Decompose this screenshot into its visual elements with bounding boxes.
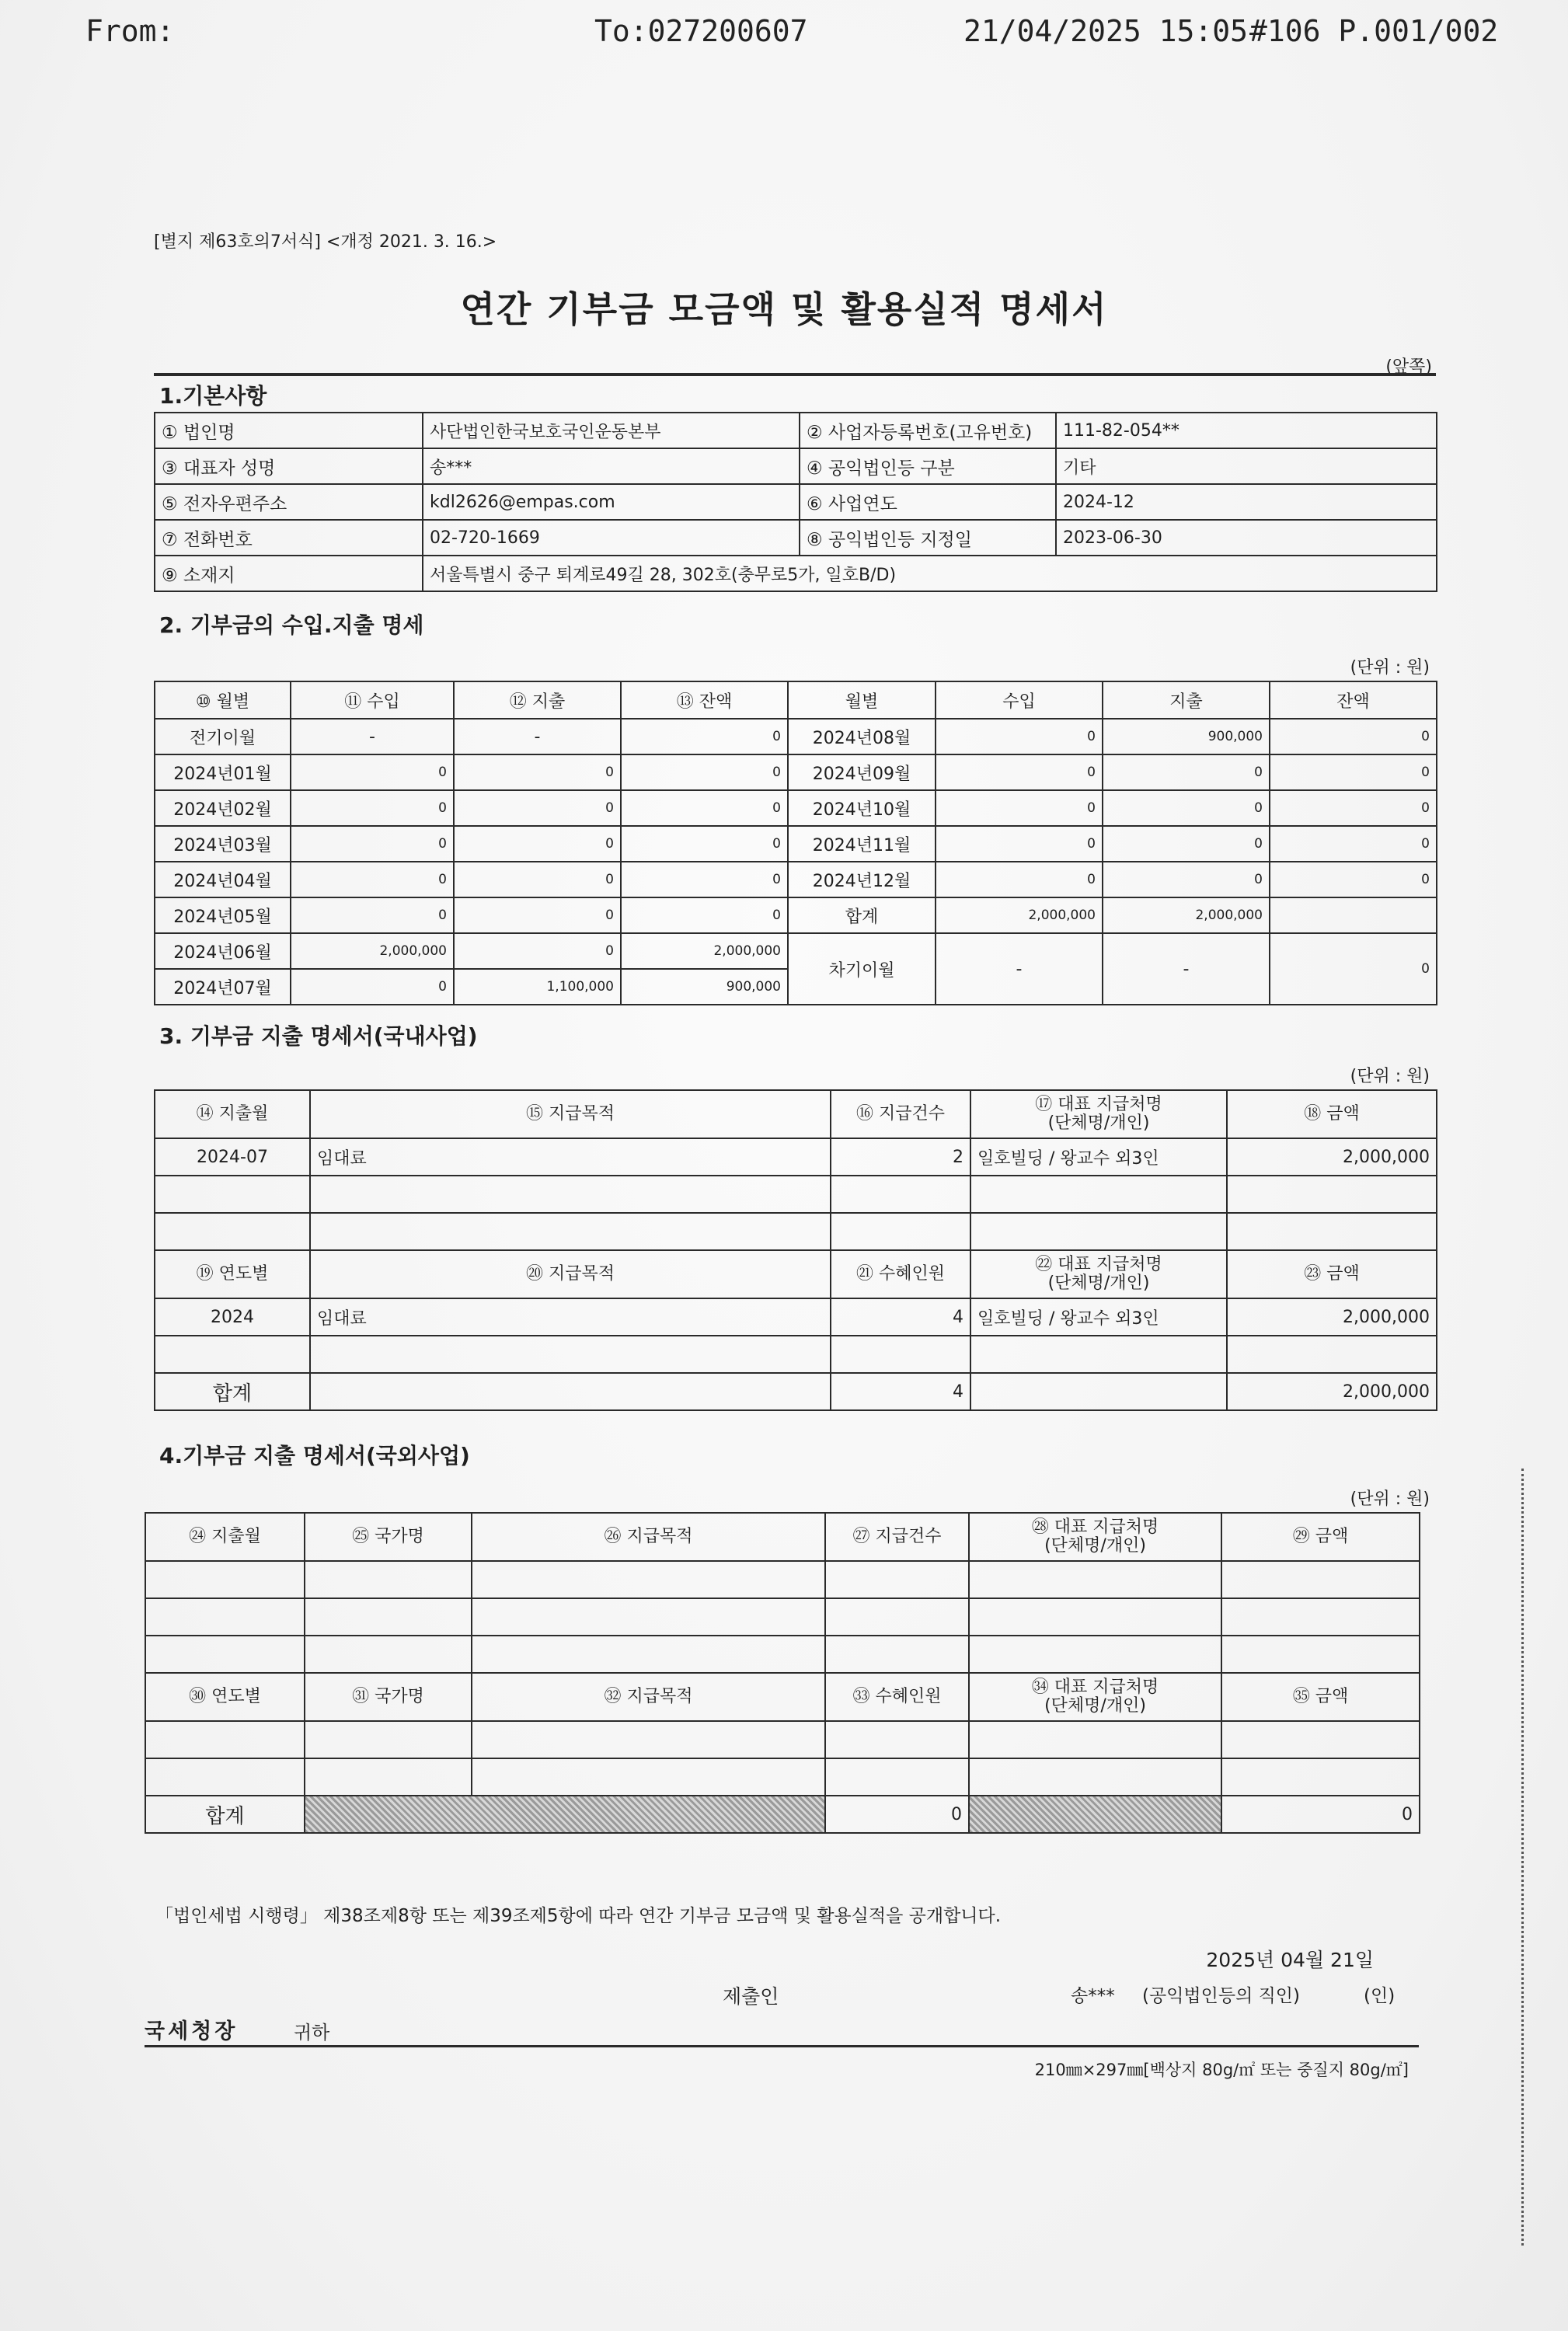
overseas-row-empty (145, 1636, 1420, 1673)
expense-cell: 0 (1103, 790, 1270, 826)
col-payee (970, 1250, 1227, 1298)
submitter-label: 제출인 (723, 1985, 779, 2008)
total-income-cell: 2,000,000 (936, 897, 1103, 933)
payee-header-line2: (단체명/개인) (1044, 1536, 1146, 1556)
expense-cell: 0 (454, 826, 621, 862)
fax-from: From: (85, 14, 175, 48)
ledger-row (155, 790, 1437, 826)
purpose-cell: 임대료 (310, 1298, 831, 1336)
domestic-expense-table (154, 1089, 1437, 1411)
month-cell: 2024년04월 (155, 862, 291, 897)
section1-top-rule (154, 373, 1436, 376)
corp-name-label: ① 법인명 (155, 413, 423, 448)
col-country: ㉛ 국가명 (305, 1673, 472, 1721)
overseas-row-empty (145, 1561, 1420, 1598)
corp-name-value: 사단법인한국보호국인운동본부 (423, 413, 800, 448)
income-cell: 0 (936, 719, 1103, 754)
payee-header-line2: (단체명/개인) (1047, 1274, 1150, 1293)
col-amount: ⑱ 금액 (1227, 1090, 1437, 1138)
domestic-total-row (155, 1373, 1437, 1410)
income-cell: 0 (291, 862, 454, 897)
designation-date-value: 2023-06-30 (1056, 520, 1437, 556)
fax-page-number: #106 P.001/002 (1249, 14, 1499, 48)
payee-header-line2: (단체명/개인) (1047, 1113, 1150, 1133)
carry-over-expense-cell: - (1103, 933, 1270, 1005)
ledger-row (155, 826, 1437, 862)
col-count: ⑯ 지급건수 (831, 1090, 970, 1138)
overseas-header-row (145, 1673, 1420, 1721)
col-amount: ㉙ 금액 (1221, 1513, 1420, 1561)
section2-heading: 2. 기부금의 수입.지출 명세 (159, 612, 424, 638)
balance-cell: 0 (1270, 719, 1437, 754)
payee-header-line1: ㉞ 대표 지급처명 (1031, 1678, 1159, 1697)
fax-to: To:027200607 (594, 14, 808, 48)
month-cell: 전기이월 (155, 719, 291, 754)
col-balance-2: 잔액 (1270, 681, 1437, 719)
section2-unit: (단위 : 원) (1350, 658, 1430, 678)
paper-spec: 210㎜×297㎜[백상지 80g/㎡ 또는 중질지 80g/㎡] (1034, 2061, 1409, 2079)
month-cell: 2024년06월 (155, 933, 291, 969)
hatched-cell (969, 1796, 1221, 1833)
section3-heading: 3. 기부금 지출 명세서(국내사업) (159, 1023, 478, 1049)
overseas-total-row (145, 1796, 1420, 1833)
overseas-row-empty (145, 1721, 1420, 1758)
biz-number-value: 111-82-054** (1056, 413, 1437, 448)
ledger-row (155, 754, 1437, 790)
submission-date: 2025년 04월 21일 (1206, 1949, 1374, 1971)
overseas-header-row (145, 1513, 1420, 1561)
footer-rule (145, 2045, 1419, 2047)
basic-info-row (155, 413, 1437, 448)
payee-header-line1: ⑰ 대표 지급처명 (1035, 1095, 1162, 1114)
col-amount: ㉟ 금액 (1221, 1673, 1420, 1721)
monthly-ledger-table (154, 681, 1437, 1005)
expense-cell: 1,100,000 (454, 969, 621, 1005)
overseas-row-empty (145, 1598, 1420, 1636)
income-cell: 0 (291, 897, 454, 933)
domestic-row-empty (155, 1336, 1437, 1373)
col-purpose: ⑳ 지급목적 (310, 1250, 831, 1298)
domestic-header-row (155, 1250, 1437, 1298)
ledger-row (155, 719, 1437, 754)
amount-cell: 2,000,000 (1227, 1298, 1437, 1336)
document-title: 연간 기부금 모금액 및 활용실적 명세서 (460, 288, 1108, 330)
total-amount: 2,000,000 (1227, 1373, 1437, 1410)
income-cell: 0 (936, 826, 1103, 862)
expense-cell: 0 (1103, 826, 1270, 862)
legal-basis-note: 「법인세법 시행령」 제38조제8항 또는 제39조제5항에 따라 연간 기부금 모금액 및 활용실적을 공개합니다. (155, 1906, 1002, 1926)
email-label: ⑤ 전자우편주소 (155, 484, 423, 520)
month-cell: 2024년10월 (788, 790, 936, 826)
corp-type-label: ④ 공익법인등 구분 (800, 448, 1056, 484)
fax-datetime: 21/04/2025 15:05 (963, 14, 1249, 48)
total-expense-cell: 2,000,000 (1103, 897, 1270, 933)
col-expense: ⑫ 지출 (454, 681, 621, 719)
balance-cell: 0 (1270, 754, 1437, 790)
section4-unit: (단위 : 원) (1350, 1490, 1430, 1509)
ledger-row (155, 862, 1437, 897)
ledger-header-row (155, 681, 1437, 719)
income-cell: 0 (936, 790, 1103, 826)
balance-cell: 0 (1270, 862, 1437, 897)
col-year: ㉚ 연도별 (145, 1673, 305, 1721)
expense-cell: - (454, 719, 621, 754)
col-expense-2: 지출 (1103, 681, 1270, 719)
amount-cell: 2,000,000 (1227, 1138, 1437, 1176)
overseas-expense-table (145, 1512, 1420, 1834)
representative-label: ③ 대표자 성명 (155, 448, 423, 484)
submitter-name: 송*** (1071, 1986, 1115, 2006)
scan-edge-artifact (1521, 1469, 1524, 2246)
income-cell: 0 (936, 754, 1103, 790)
expense-cell: 0 (454, 933, 621, 969)
col-month: ⑩ 월별 (155, 681, 291, 719)
col-expense-month: ㉔ 지출월 (145, 1513, 305, 1561)
period-cell: 2024-07 (155, 1138, 310, 1176)
col-balance: ⑬ 잔액 (621, 681, 788, 719)
balance-cell: 0 (1270, 790, 1437, 826)
income-cell: 0 (291, 969, 454, 1005)
col-beneficiaries: ㉑ 수혜인원 (831, 1250, 970, 1298)
section1-heading: 1.기본사항 (159, 383, 267, 409)
expense-cell: 0 (454, 862, 621, 897)
expense-cell: 0 (454, 790, 621, 826)
count-cell: 4 (831, 1298, 970, 1336)
addressee: 국세청장 (145, 2019, 239, 2044)
address-value: 서울특별시 중구 퇴계로49길 28, 302호(충무로5가, 일호B/D) (423, 556, 1437, 591)
domestic-row-empty (155, 1176, 1437, 1213)
month-cell: 2024년03월 (155, 826, 291, 862)
email-value: kdl2626@empas.com (423, 484, 800, 520)
col-income: ⑪ 수입 (291, 681, 454, 719)
balance-cell: 0 (621, 897, 788, 933)
total-count: 0 (825, 1796, 969, 1833)
col-income-2: 수입 (936, 681, 1103, 719)
col-count: ㉗ 지급건수 (825, 1513, 969, 1561)
payee-header-line1: ㉒ 대표 지급처명 (1035, 1255, 1162, 1274)
total-balance-cell (1270, 897, 1437, 933)
month-cell: 2024년07월 (155, 969, 291, 1005)
col-month-2: 월별 (788, 681, 936, 719)
section4-heading: 4.기부금 지출 명세서(국외사업) (159, 1443, 470, 1469)
designation-date-label: ⑧ 공익법인등 지정일 (800, 520, 1056, 556)
phone-label: ⑦ 전화번호 (155, 520, 423, 556)
basic-info-row (155, 484, 1437, 520)
ledger-row (155, 933, 1437, 969)
col-payee (970, 1090, 1227, 1138)
col-expense-month: ⑭ 지출월 (155, 1090, 310, 1138)
col-beneficiaries: ㉝ 수혜인원 (825, 1673, 969, 1721)
month-cell: 2024년09월 (788, 754, 936, 790)
balance-cell: 0 (621, 790, 788, 826)
month-cell: 2024년01월 (155, 754, 291, 790)
expense-cell: 0 (1103, 862, 1270, 897)
domestic-row (155, 1298, 1437, 1336)
basic-info-row (155, 556, 1437, 591)
balance-cell: 0 (621, 719, 788, 754)
page-side-note: (앞쪽) (1385, 357, 1432, 377)
total-amount: 0 (1221, 1796, 1420, 1833)
overseas-row-empty (145, 1758, 1420, 1796)
payee-header-line1: ㉘ 대표 지급처명 (1031, 1517, 1159, 1537)
form-number: [별지 제63호의7서식] <개정 2021. 3. 16.> (154, 232, 497, 252)
fiscal-year-label: ⑥ 사업연도 (800, 484, 1056, 520)
carry-over-balance-cell: 0 (1270, 933, 1437, 1005)
col-purpose: ㉖ 지급목적 (472, 1513, 825, 1561)
balance-cell: 0 (621, 754, 788, 790)
section3-unit: (단위 : 원) (1350, 1067, 1430, 1086)
balance-cell: 0 (621, 826, 788, 862)
representative-value: 송*** (423, 448, 800, 484)
carry-over-income-cell: - (936, 933, 1103, 1005)
balance-cell: 0 (1270, 826, 1437, 862)
expense-cell: 0 (1103, 754, 1270, 790)
total-label: 합계 (145, 1796, 305, 1833)
hatched-cell (305, 1796, 825, 1833)
seal-mark: (인) (1364, 1986, 1396, 2006)
period-cell: 2024 (155, 1298, 310, 1336)
month-cell: 2024년11월 (788, 826, 936, 862)
domestic-header-row (155, 1090, 1437, 1138)
income-cell: 0 (291, 754, 454, 790)
fiscal-year-value: 2024-12 (1056, 484, 1437, 520)
col-purpose: ㉜ 지급목적 (472, 1673, 825, 1721)
basic-info-table (154, 412, 1437, 592)
purpose-cell: 임대료 (310, 1138, 831, 1176)
income-cell: 0 (291, 790, 454, 826)
domestic-row (155, 1138, 1437, 1176)
biz-number-label: ② 사업자등록번호(고유번호) (800, 413, 1056, 448)
corp-type-value: 기타 (1056, 448, 1437, 484)
col-purpose: ⑮ 지급목적 (310, 1090, 831, 1138)
basic-info-row (155, 448, 1437, 484)
month-cell: 2024년12월 (788, 862, 936, 897)
domestic-row-empty (155, 1213, 1437, 1250)
expense-cell: 900,000 (1103, 719, 1270, 754)
total-count: 4 (831, 1373, 970, 1410)
balance-cell: 2,000,000 (621, 933, 788, 969)
income-cell: 2,000,000 (291, 933, 454, 969)
income-cell: 0 (291, 826, 454, 862)
address-label: ⑨ 소재지 (155, 556, 423, 591)
carry-over-label-cell: 차기이월 (788, 933, 936, 1005)
total-label: 합계 (155, 1373, 310, 1410)
col-year: ⑲ 연도별 (155, 1250, 310, 1298)
month-cell: 2024년02월 (155, 790, 291, 826)
count-cell: 2 (831, 1138, 970, 1176)
col-amount: ㉓ 금액 (1227, 1250, 1437, 1298)
submitter-role: (공익법인등의 직인) (1142, 1986, 1301, 2006)
payee-cell: 일호빌딩 / 왕교수 외3인 (970, 1138, 1227, 1176)
income-cell: - (291, 719, 454, 754)
balance-cell: 0 (621, 862, 788, 897)
balance-cell: 900,000 (621, 969, 788, 1005)
income-cell: 0 (936, 862, 1103, 897)
col-payee (969, 1673, 1221, 1721)
expense-cell: 0 (454, 754, 621, 790)
ledger-row (155, 897, 1437, 933)
expense-cell: 0 (454, 897, 621, 933)
basic-info-row (155, 520, 1437, 556)
month-cell: 2024년08월 (788, 719, 936, 754)
month-cell: 2024년05월 (155, 897, 291, 933)
phone-value: 02-720-1669 (423, 520, 800, 556)
col-country: ㉕ 국가명 (305, 1513, 472, 1561)
col-payee (969, 1513, 1221, 1561)
payee-cell: 일호빌딩 / 왕교수 외3인 (970, 1298, 1227, 1336)
addressee-suffix: 귀하 (294, 2022, 330, 2044)
total-label-cell: 합계 (788, 897, 936, 933)
payee-header-line2: (단체명/개인) (1044, 1696, 1146, 1716)
